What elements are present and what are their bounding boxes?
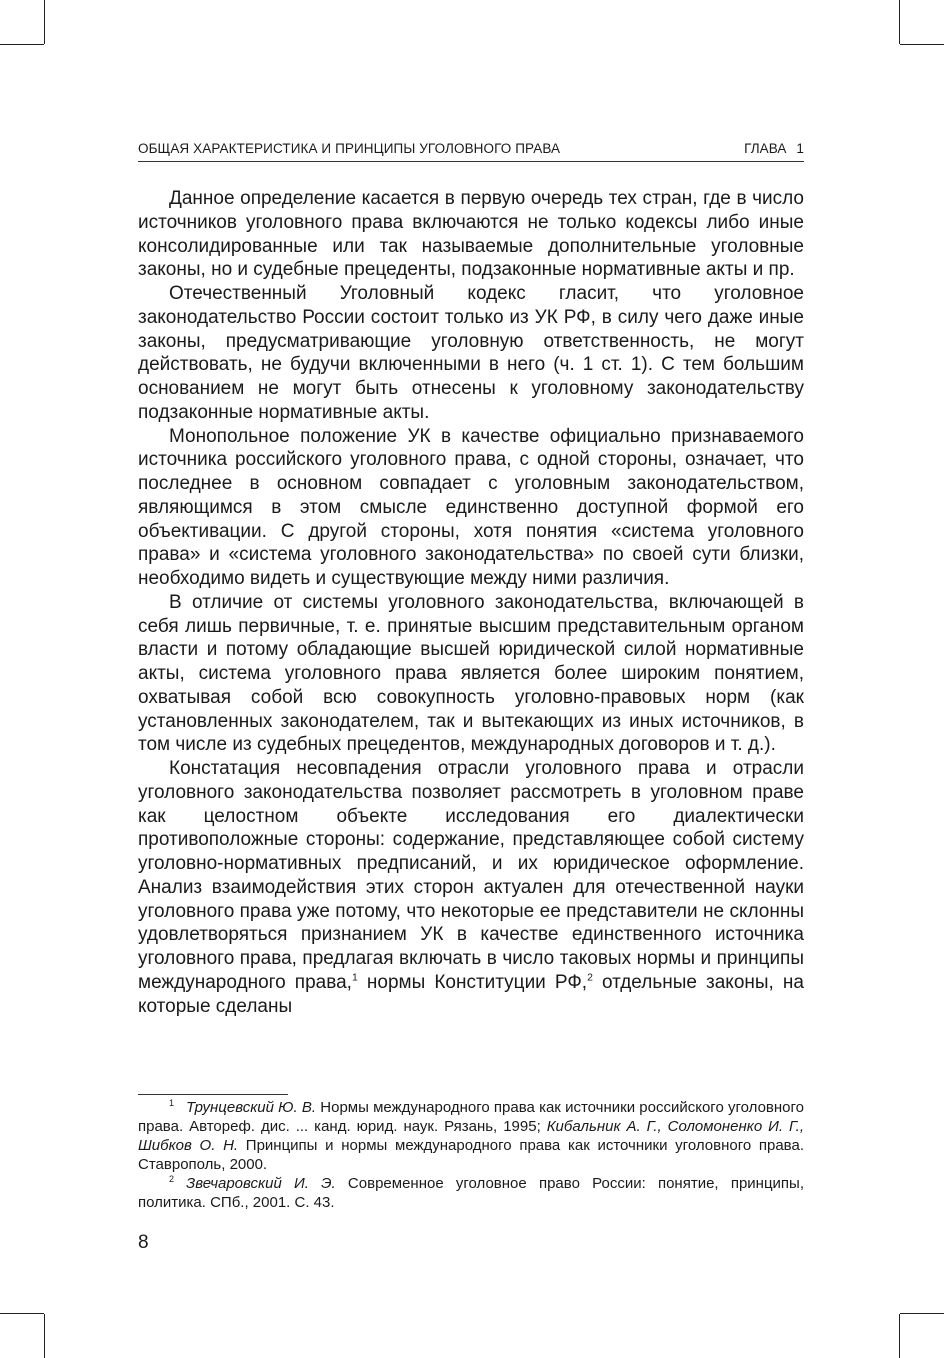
footnote-ref[interactable]: 1 — [351, 972, 358, 984]
paragraph: Данное определение касается в первую очередь тех стран, где в число источников уголовного права включаются не только кодексы либо иные консолидированные или так называемые дополнительные уголовные законы, но и судебные прецеденты, подзаконные нормативные акты и пр. — [138, 188, 804, 281]
footnote-author: Звечаровский И. Э. — [186, 1175, 336, 1192]
footnote-ref[interactable]: 2 — [587, 972, 593, 984]
running-head — [138, 140, 804, 162]
footnote-author: Трунцевский Ю. В. — [186, 1099, 317, 1116]
paragraph-text: Констатация несовпадения отрасли уголовного права и отрасли уголовного законодательства позволяет рассмотреть в уголовном праве как целостном объекте исследования его диалектически противоположные стороны: содержание, представляющее собой систему уголовно-нормативных предписаний, и их юридическое оформление. Анализ взаимодействия этих сторон актуален для отечественной науки уголовного права уже потому, что некоторые ее представители не склонны удовлетворяться признанием УК в качестве единственного источника уголовного права, предлагая включать в число таковых нормы и принципы международного права, — [138, 758, 804, 993]
crop-mark — [44, 0, 45, 44]
paragraph — [138, 757, 804, 1018]
footnote-number: 1 — [169, 1097, 175, 1108]
footnote — [138, 1174, 804, 1212]
page-number: 8 — [138, 1232, 149, 1253]
running-head-chapter: ГЛАВА 1 — [744, 141, 804, 156]
footnote-text: Принципы и нормы международного права как источники уголовного права. Ставрополь, 2000. — [138, 1137, 804, 1173]
footnote — [138, 1098, 804, 1174]
footnote-number: 2 — [169, 1173, 175, 1184]
body-text — [138, 187, 804, 1018]
footnote-text: Современное уголовное право России: понятие, принципы, политика. СПб., 2001. С. 43. — [138, 1175, 804, 1211]
crop-mark — [899, 0, 900, 44]
paragraph-text: нормы Конституции РФ, — [357, 971, 588, 993]
crop-mark — [0, 44, 44, 45]
footnote-author: Кибальник А. Г., Соломоненко И. Г., Шибков О. Н. — [138, 1118, 804, 1154]
crop-mark — [900, 1313, 944, 1314]
paragraph: Монопольное положение УК в качестве официально признаваемого источника российского уголовного права, с одной стороны, означает, что последнее в основном совпадает с уголовным законодательством, являющимся в этом смысле единственно доступной формой его объективации. С другой стороны, хотя понятия «система уголовного права» и «система уголовного законодательства» по своей сути близки, необходимо видеть и существующие между ними различия. — [138, 425, 804, 589]
crop-mark — [899, 1314, 900, 1358]
footnote-text: Нормы международного права как источники российского уголовного права. Автореф. дис. ... канд. юрид. наук. Рязань, 1995; — [138, 1099, 804, 1135]
crop-mark — [0, 1313, 44, 1314]
crop-mark — [44, 1314, 45, 1358]
running-head-title: ОБЩАЯ ХАРАКТЕРИСТИКА И ПРИНЦИПЫ УГОЛОВНОГО ПРАВА — [138, 141, 561, 156]
crop-mark — [900, 44, 944, 45]
footnote-divider — [138, 1094, 288, 1095]
paragraph: В отличие от системы уголовного законодательства, включающей в себя лишь первичные, т. е. принятые высшим представительным органом власти и потому обладающие высшей юридической силой нормативные акты, система уголовного права является более широким понятием, охватывая собой всю совокупность уголовно-правовых норм (как установленных законодателем, так и вытекающих из иных источников, в том числе из судебных прецедентов, международных договоров и т. д.). — [138, 591, 804, 756]
paragraph-text: отдельные законы, на которые сделаны — [138, 971, 804, 1017]
footnotes — [138, 1098, 804, 1212]
paragraph: Отечественный Уголовный кодекс гласит, что уголовное законодательство России состоит только из УК РФ, в силу чего даже иные законы, предусматривающие уголовную ответственность, не могут действовать, не будучи включенными в него (ч. 1 ст. 1). С тем большим основанием не могут быть отнесены к уголовному законодательству подзаконные нормативные акты. — [138, 283, 804, 423]
